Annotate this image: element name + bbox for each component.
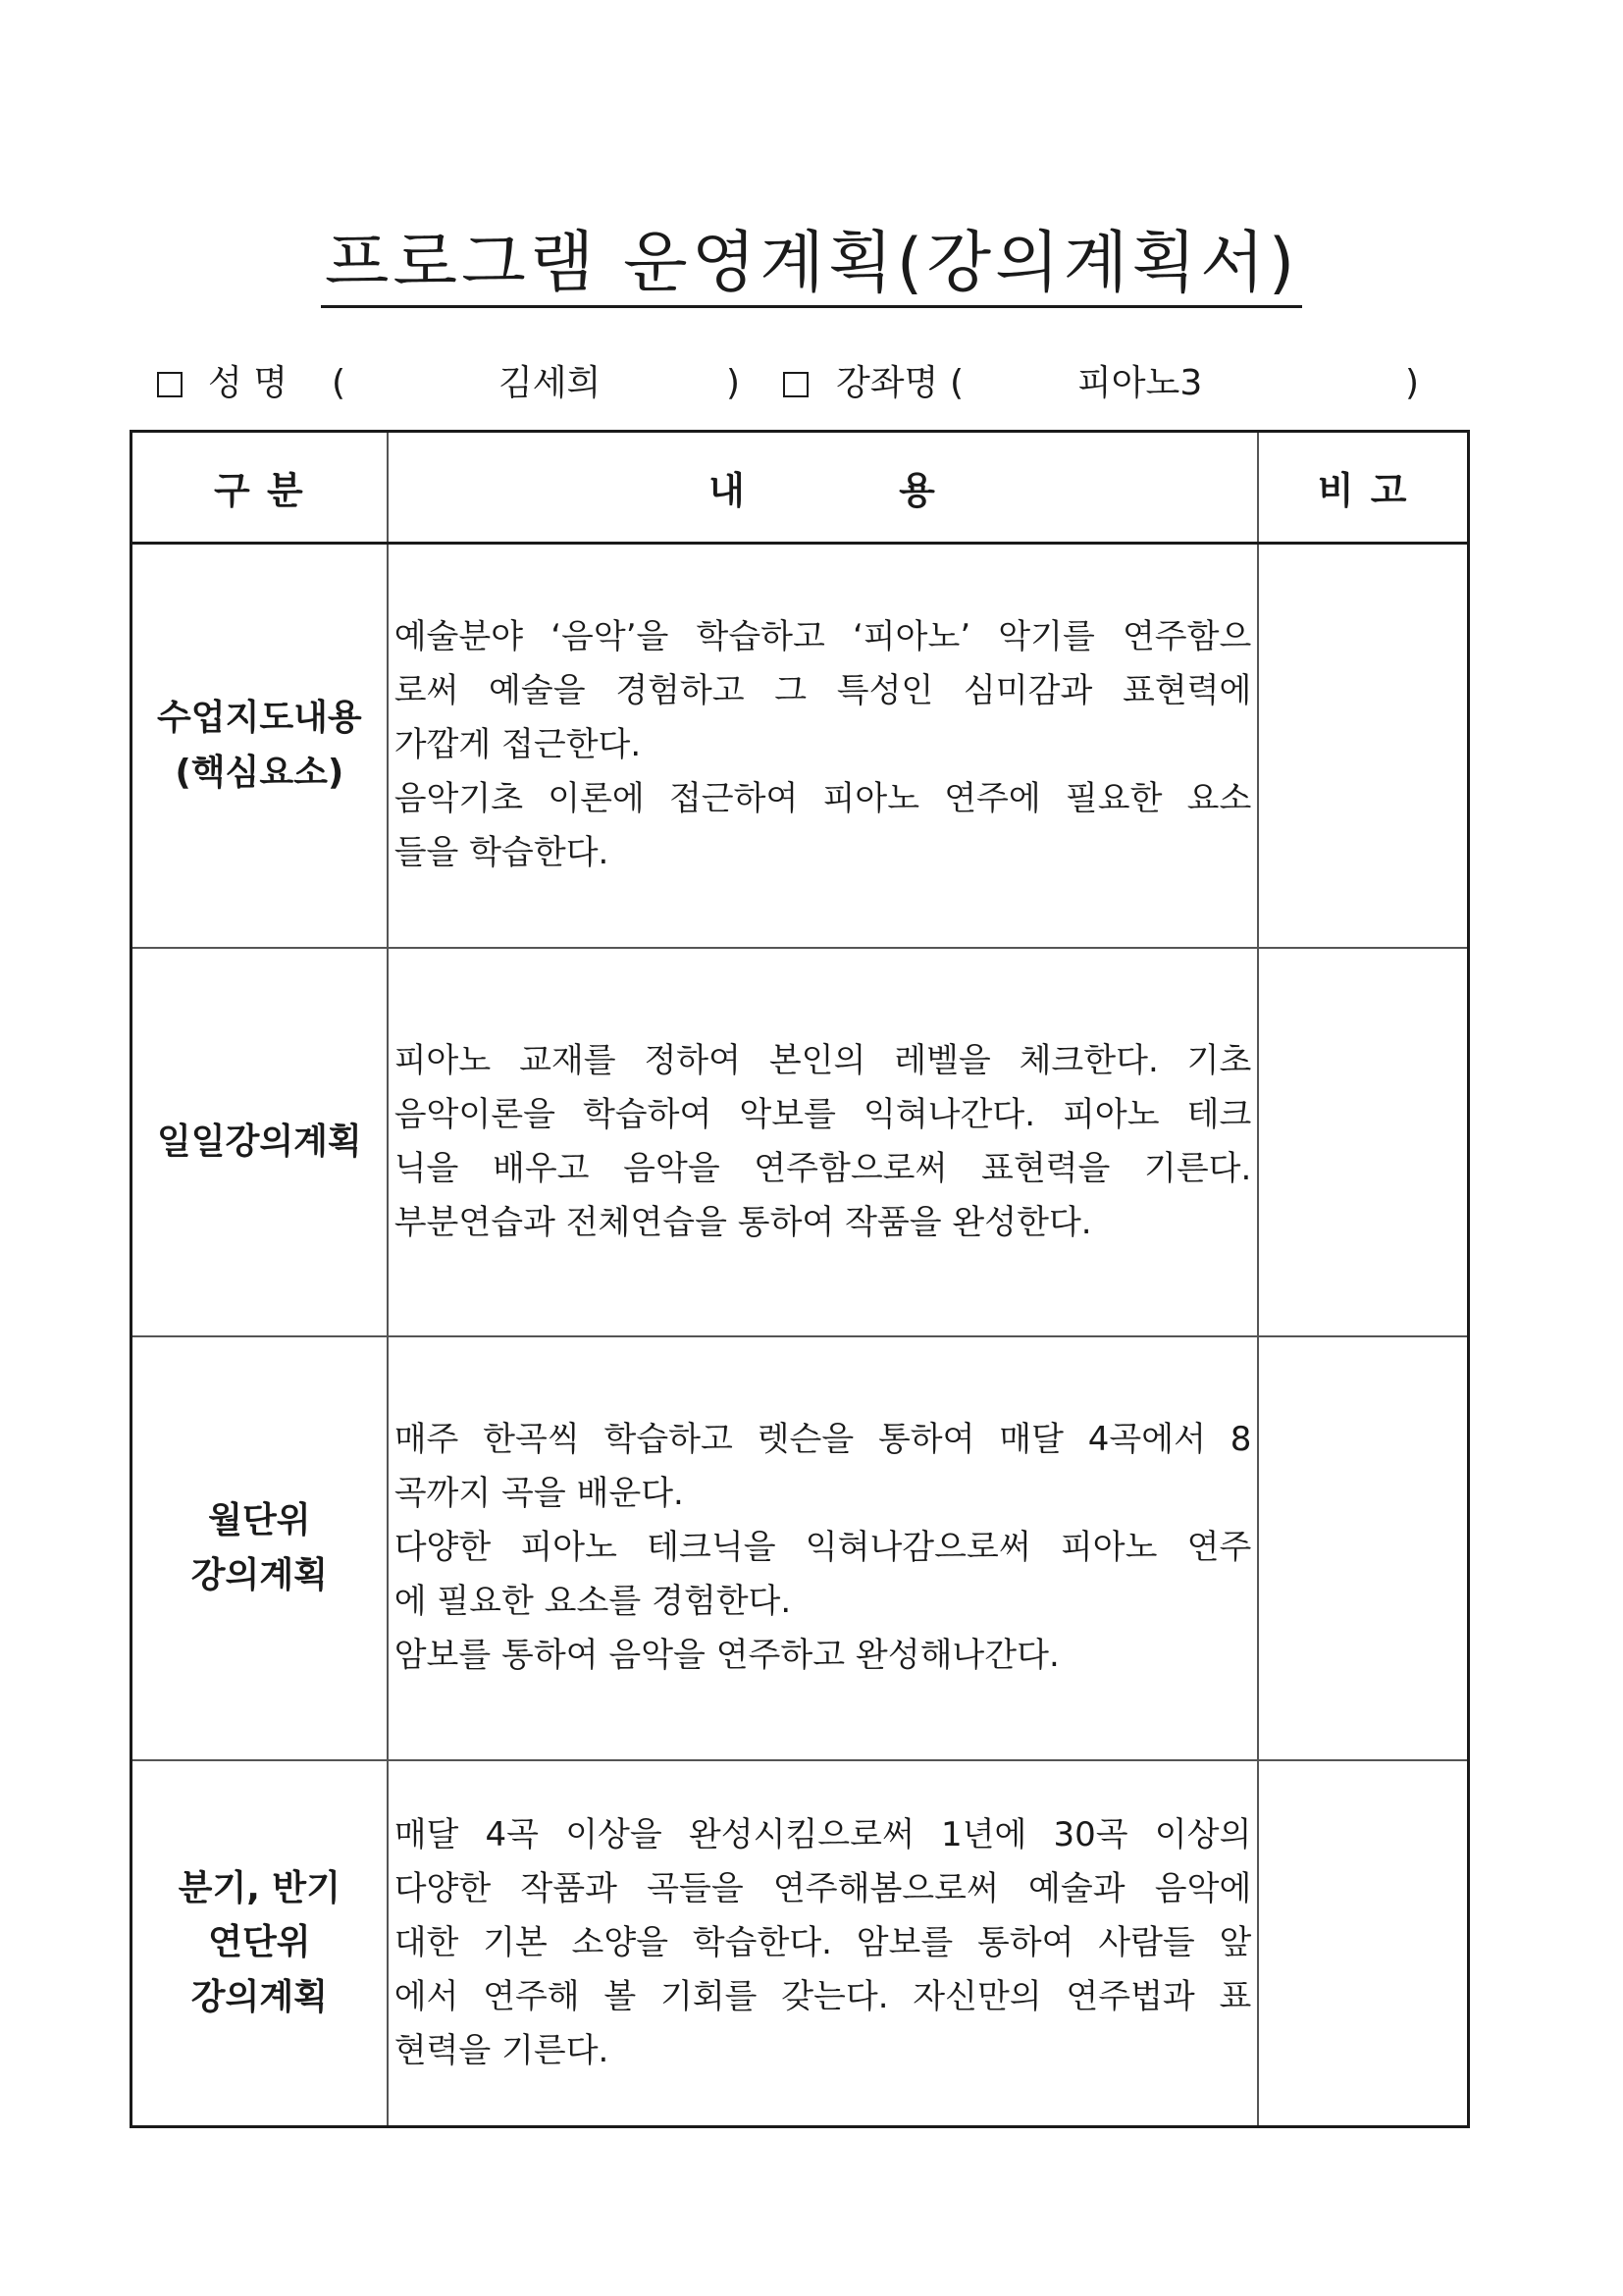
header-category: 구 분 <box>131 432 388 544</box>
content-line: 피아노 교재를 정하여 본인의 레벨을 체크한다. 기초 <box>393 1040 1252 1080</box>
paren-open-1: ( <box>332 363 346 403</box>
table-row <box>131 544 1469 948</box>
content-line: 들을 학습한다. <box>393 833 609 873</box>
content-line: 에 필요한 요소를 경험한다. <box>393 1582 792 1621</box>
course-label: 강좌명 <box>836 363 939 403</box>
name-value: 김세희 <box>498 363 602 403</box>
paren-close-2: ) <box>1405 363 1420 403</box>
course-value: 피아노3 <box>1077 363 1203 403</box>
content-line: 매주 한곡씩 학습하고 렛슨을 통하여 매달 4곡에서 8 <box>393 1420 1252 1459</box>
content-line: 다양한 피아노 테크닉을 익혀나감으로써 피아노 연주 <box>393 1528 1252 1567</box>
document-title <box>0 225 1623 308</box>
content-line: 에서 연주해 볼 기회를 갖는다. 자신만의 연주법과 표 <box>393 1976 1252 2016</box>
table-row <box>131 1336 1469 1760</box>
header-content: 내 용 <box>388 432 1259 544</box>
content-line: 부분연습과 전체연습을 통하여 작품을 완성한다. <box>393 1202 1092 1242</box>
content-line: 다양한 작품과 곡들을 연주해봄으로써 예술과 음악에 <box>393 1868 1252 1908</box>
row-content <box>388 544 1259 948</box>
row-remark <box>1258 1760 1468 2127</box>
table-row <box>131 1760 1469 2127</box>
row-remark <box>1258 1336 1468 1760</box>
row-remark <box>1258 948 1468 1336</box>
row-content <box>388 1336 1259 1760</box>
row-category <box>131 544 388 948</box>
lecture-plan-table <box>130 430 1470 2128</box>
row-category <box>131 1336 388 1760</box>
category-line: 분기, 반기 <box>178 1867 340 1908</box>
category-line: 강의계획 <box>190 1554 328 1595</box>
content-line: 대한 기본 소양을 학습한다. 암보를 통하여 사람들 앞 <box>393 1922 1252 1962</box>
category-line: (핵심요소) <box>175 752 344 793</box>
paren-open-2: ( <box>950 363 965 403</box>
content-line: 현력을 기른다. <box>393 2030 609 2070</box>
info-row <box>157 359 1433 408</box>
document-title-text: 프로그램 운영계획(강의계획서) <box>321 228 1303 308</box>
row-content <box>388 948 1259 1336</box>
row-content <box>388 1760 1259 2127</box>
category-line: 강의계획 <box>190 1977 328 2018</box>
content-line: 음악이론을 학습하여 악보를 익혀나간다. 피아노 테크 <box>393 1094 1252 1134</box>
content-line: 예술분야 ‘음악’을 학습하고 ‘피아노’ 악기를 연주함으 <box>393 617 1252 657</box>
category-line: 일일강의계획 <box>157 1121 362 1162</box>
row-remark <box>1258 544 1468 948</box>
content-line: 음악기초 이론에 접근하여 피아노 연주에 필요한 요소 <box>393 779 1252 819</box>
content-line: 닉을 배우고 음악을 연주함으로써 표현력을 기른다. <box>393 1148 1252 1188</box>
row-category <box>131 1760 388 2127</box>
row-category <box>131 948 388 1336</box>
category-line: 월단위 <box>208 1499 311 1540</box>
category-line: 수업지도내용 <box>157 697 362 738</box>
course-checkbox[interactable] <box>783 372 809 397</box>
content-line: 가깝게 접근한다. <box>393 725 642 765</box>
content-line: 로써 예술을 경험하고 그 특성인 심미감과 표현력에 <box>393 671 1252 711</box>
paren-close-1: ) <box>726 363 741 403</box>
name-label: 성 명 <box>208 363 288 403</box>
content-line: 암보를 통하여 음악을 연주하고 완성해나간다. <box>393 1636 1060 1675</box>
table-header-row <box>131 432 1469 544</box>
content-line: 곡까지 곡을 배운다. <box>393 1474 684 1513</box>
name-checkbox[interactable] <box>157 372 183 397</box>
table-row <box>131 948 1469 1336</box>
header-remark: 비 고 <box>1258 432 1468 544</box>
category-line: 연단위 <box>208 1922 311 1963</box>
content-line: 매달 4곡 이상을 완성시킴으로써 1년에 30곡 이상의 <box>393 1814 1252 1854</box>
